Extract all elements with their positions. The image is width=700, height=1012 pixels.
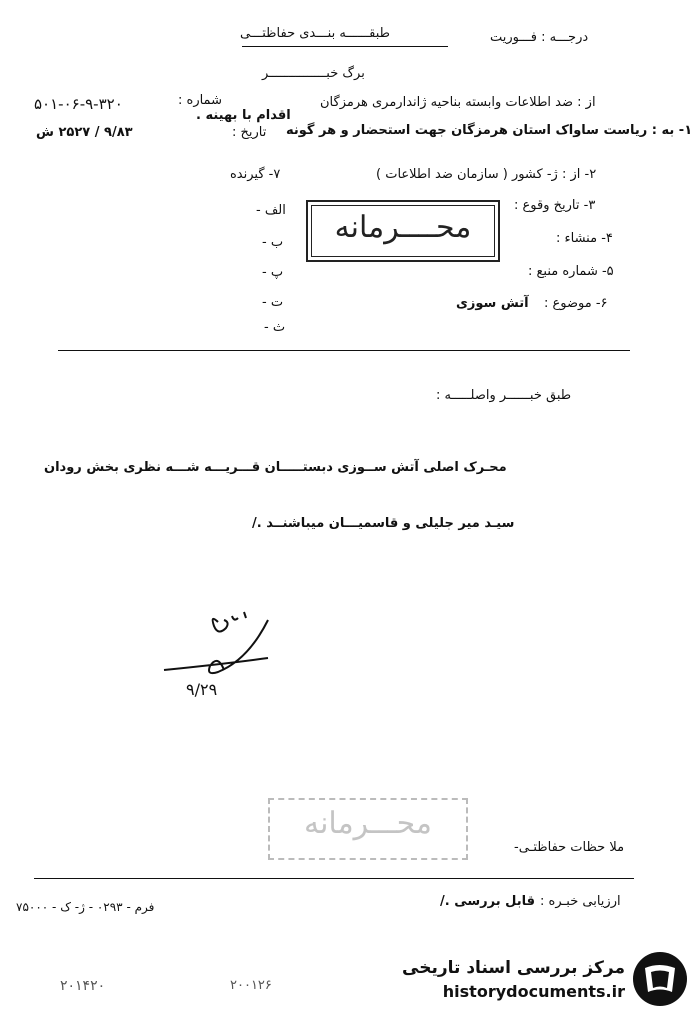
field-source-number: ۵- شماره منبع : bbox=[528, 264, 614, 279]
faded-confidential-stamp bbox=[268, 798, 468, 860]
from-line: از : ضد اطلاعات وابسته بناحیه ژاندارمری هرمزگان bbox=[320, 95, 596, 110]
letter-alef: الف - bbox=[256, 203, 286, 218]
faded-stamp-text: محـــرمانه bbox=[304, 806, 432, 841]
evaluation-value: قابل بررسی ./ bbox=[440, 894, 536, 909]
date-value: ۹/۸۳ / ۲۵۲۷ ش bbox=[36, 125, 133, 140]
field-subject-label: ۶- موضوع : bbox=[544, 296, 608, 311]
date-label: تاریخ : bbox=[232, 125, 267, 140]
footer-divider bbox=[34, 878, 634, 879]
field-from-country: ۲- از : ژ- کشور ( سازمان ضد اطلاعات ) bbox=[376, 167, 597, 182]
letter-be: ب - bbox=[262, 235, 284, 250]
letter-te: ت - bbox=[262, 295, 284, 310]
bottom-handwriting-left: ۲۰۱۴۲۰ bbox=[60, 978, 106, 994]
bottom-handwriting-mid: ۲۰۰۱۲۶ bbox=[230, 978, 272, 993]
book-logo-icon bbox=[631, 950, 689, 1008]
field-origin: ۴- منشاء : bbox=[556, 231, 613, 246]
signature-date: ۹/۲۹ bbox=[186, 680, 218, 699]
section-divider bbox=[58, 350, 630, 351]
classification-label: طبقــــــه بنـــدی حفاظتـــی bbox=[240, 26, 391, 41]
body-intro: طبق خبــــــر واصلـــــه : bbox=[436, 388, 572, 403]
number-value: ۵۰۱-۰۶-۹-۳۲۰ bbox=[34, 95, 123, 113]
letter-pe: پ - bbox=[262, 265, 284, 280]
form-code: فرم - ۰۲۹۳ - ژ- ک - ۷۵۰۰۰ bbox=[16, 900, 155, 914]
watermark bbox=[395, 946, 695, 1008]
field-recipient: ۷- گیرنده bbox=[230, 167, 281, 182]
field-subject-value: آتش سوزی bbox=[456, 296, 529, 311]
handwritten-signature bbox=[160, 600, 310, 710]
number-label: شماره : bbox=[178, 93, 222, 108]
form-title: برگ خبـــــــــــــــر bbox=[262, 66, 365, 81]
remarks-label: ملا حظات حفاظتـی- bbox=[514, 840, 625, 855]
urgent-note: اقدام با بهینه . bbox=[196, 108, 291, 123]
evaluation-label: ارزیابی خبـره : bbox=[540, 894, 621, 909]
watermark-title: مرکز بررسی اسناد تاریخی bbox=[402, 958, 625, 978]
watermark-url: historydocuments.ir bbox=[442, 982, 625, 1001]
body-line-1: محـرک اصلی آتش ســوزی دبستـــــان قـــریـــه شـــه نظری بخش رودان bbox=[44, 460, 507, 475]
field-date-of-occurrence: ۳- تاریخ وقوع : bbox=[514, 198, 596, 213]
classification-underline bbox=[242, 46, 448, 47]
letter-se: ث - bbox=[264, 320, 286, 335]
degree-label: درجـــه : فـــوریت bbox=[490, 30, 589, 45]
confidential-stamp bbox=[306, 200, 500, 262]
to-line: ۱- به : ریاست ساواک استان هرمزگان جهت استحضار و هر گونه bbox=[286, 123, 693, 138]
body-line-2: سیـد میر جلیلی و قاسمیـــان میباشنــد ./ bbox=[252, 516, 515, 531]
confidential-stamp-text: محــــرمانه bbox=[334, 210, 472, 245]
